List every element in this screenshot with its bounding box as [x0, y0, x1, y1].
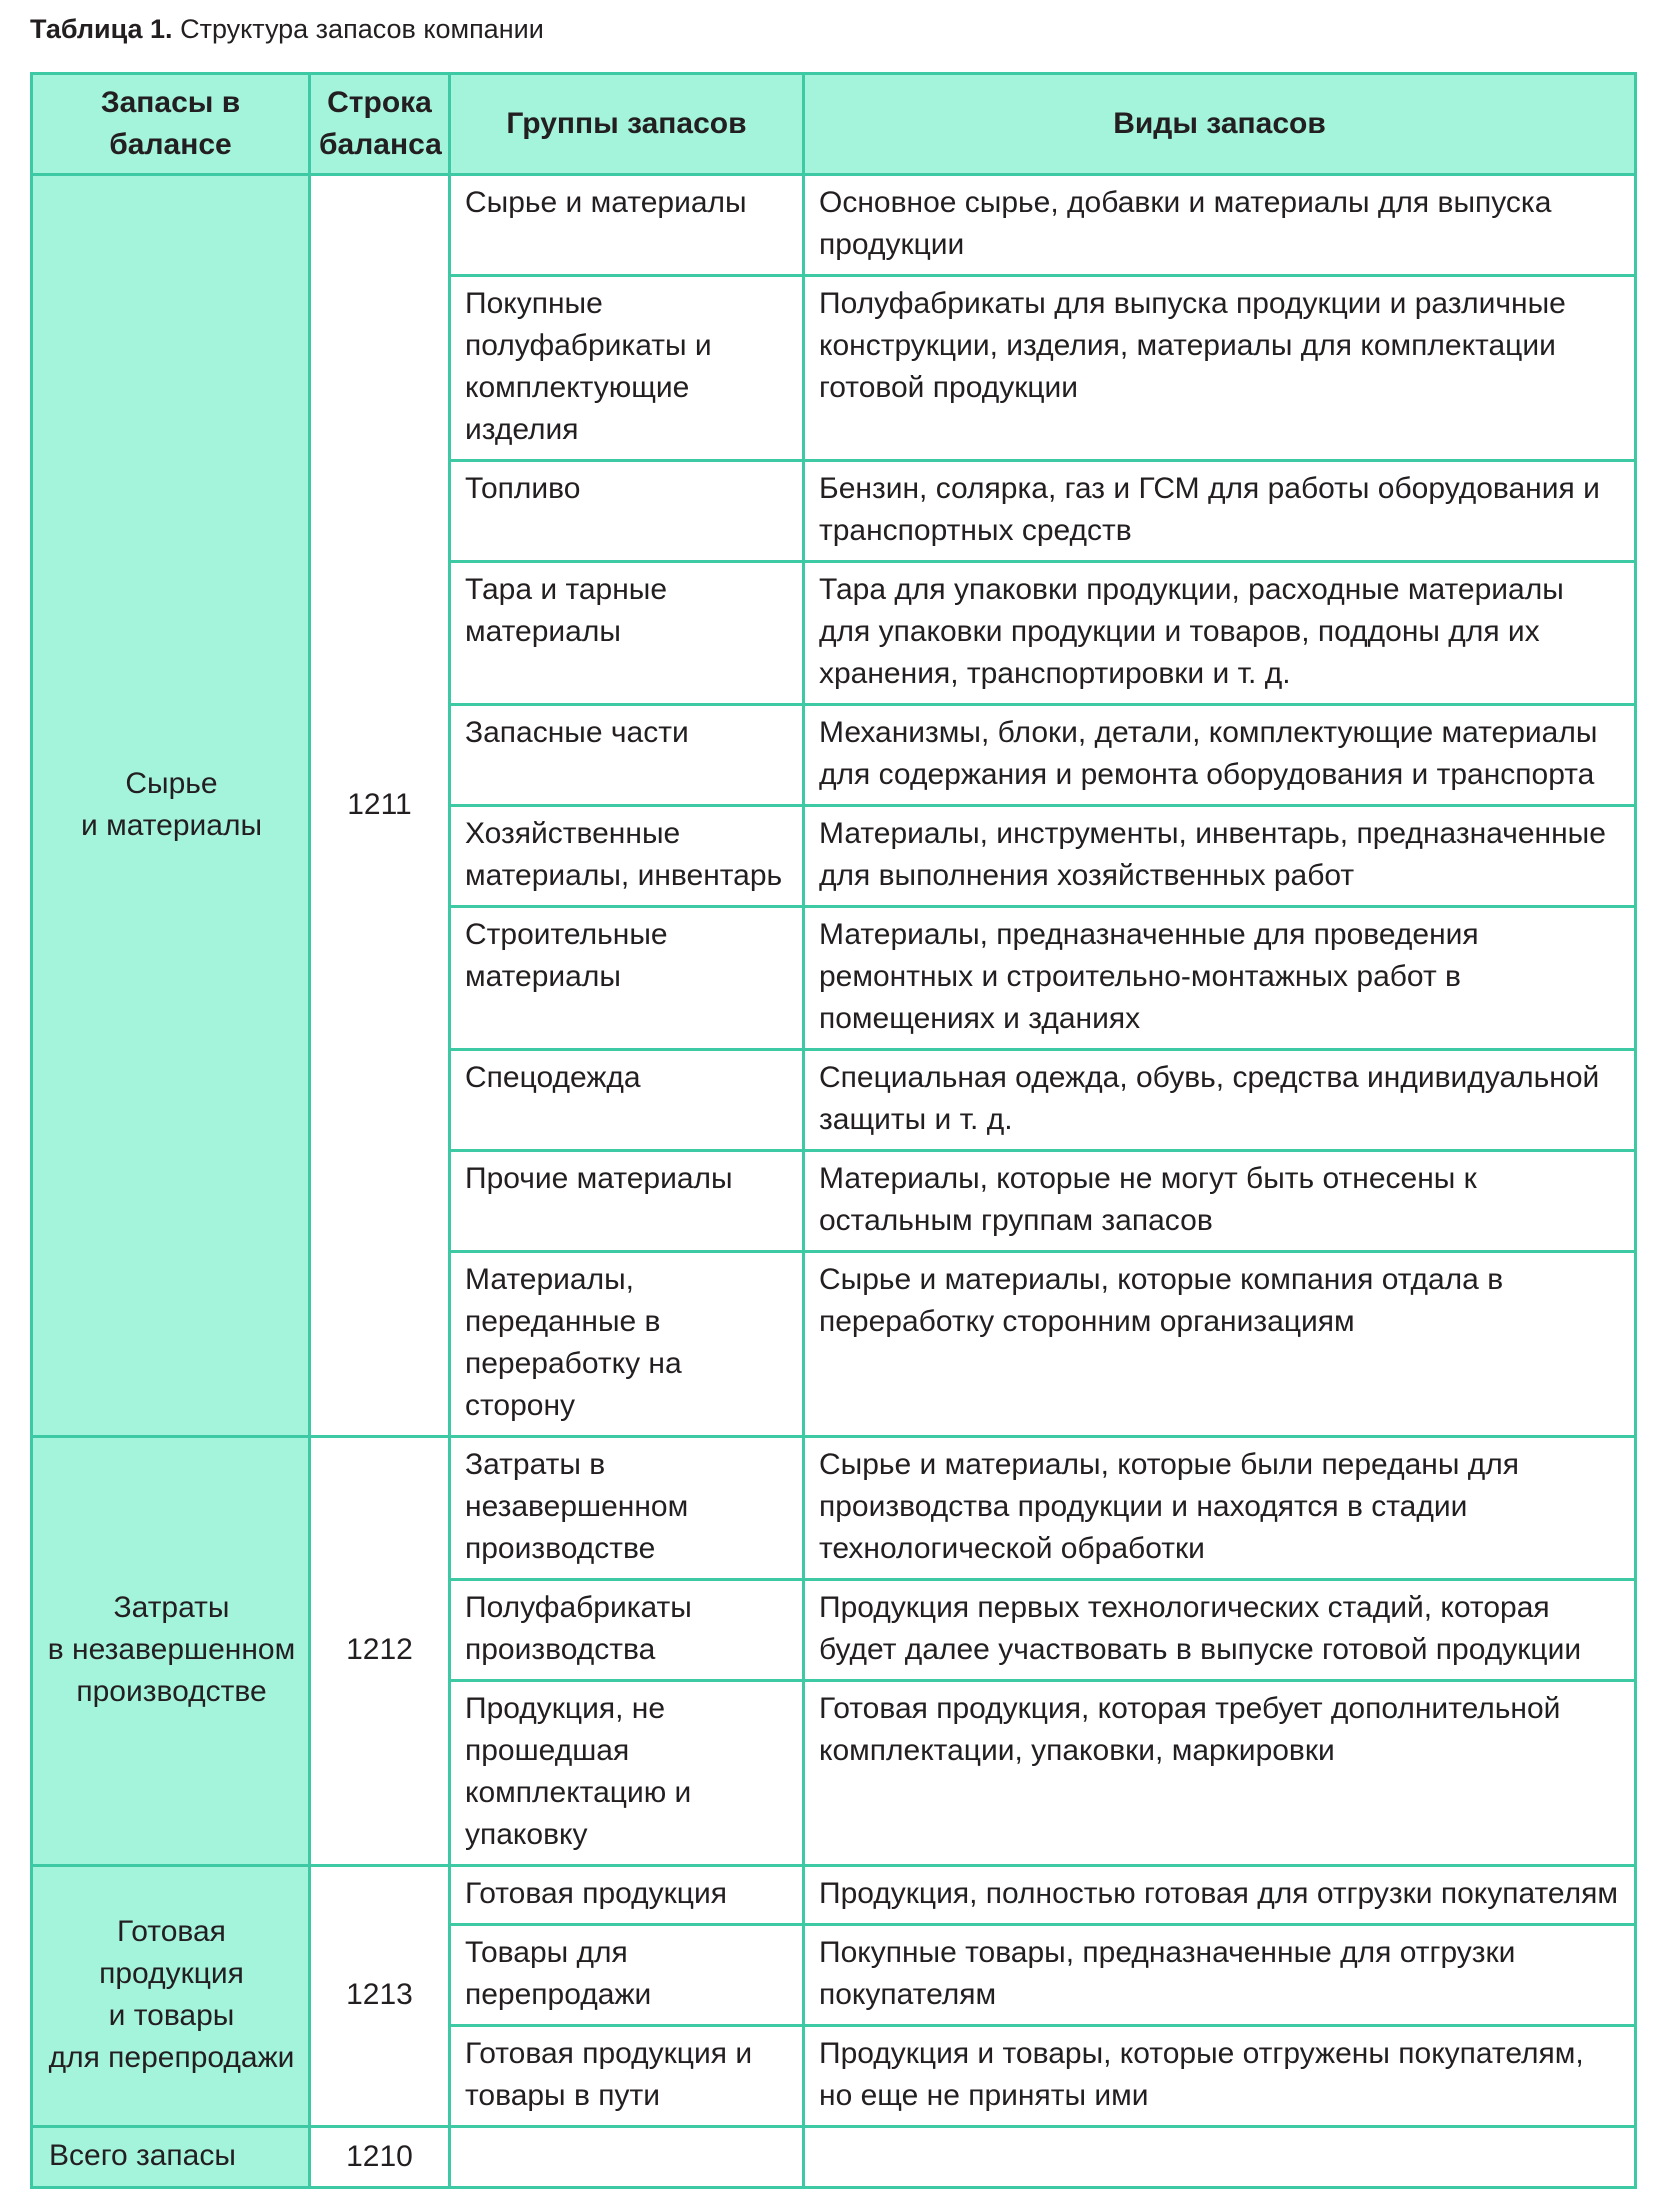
header-inventory-groups: Группы запасов: [450, 74, 804, 175]
group-cell: Покупные полуфабрикаты и комплектующие изделия: [450, 276, 804, 461]
group-cell: Спецодежда: [450, 1050, 804, 1151]
table-row: [32, 1437, 1636, 1580]
kind-cell: Полуфабрикаты для выпуска продукции и различные конструкции, изделия, материалы для комплектации готовой продукции: [804, 276, 1636, 461]
category-cell: Затраты в незавершенном производстве: [32, 1437, 310, 1866]
caption-label: Таблица 1.: [30, 14, 173, 44]
kind-cell: Специальная одежда, обувь, средства индивидуальной защиты и т. д.: [804, 1050, 1636, 1151]
group-cell: Топливо: [450, 461, 804, 562]
balance-line-cell: 1212: [310, 1437, 450, 1866]
kind-cell: Материалы, инструменты, инвентарь, предназначенные для выполнения хозяйственных работ: [804, 806, 1636, 907]
group-cell: Хозяйственные материалы, инвентарь: [450, 806, 804, 907]
total-balance-line-cell: 1210: [310, 2127, 450, 2188]
total-empty-group-cell: [450, 2127, 804, 2188]
total-label-cell: Всего запасы: [32, 2127, 310, 2188]
inventory-structure-table: [30, 72, 1637, 2189]
kind-cell: Сырье и материалы, которые были переданы для производства продукции и находятся в стадии технологической обработки: [804, 1437, 1636, 1580]
kind-cell: Материалы, которые не могут быть отнесены к остальным группам запасов: [804, 1151, 1636, 1252]
kind-cell: Сырье и материалы, которые компания отдала в переработку сторонним организациям: [804, 1252, 1636, 1437]
group-cell: Прочие материалы: [450, 1151, 804, 1252]
kind-cell: Бензин, солярка, газ и ГСМ для работы оборудования и транспортных средств: [804, 461, 1636, 562]
group-cell: Полуфабрикаты производства: [450, 1580, 804, 1681]
total-row: [32, 2127, 1636, 2188]
balance-line-cell: 1213: [310, 1866, 450, 2127]
kind-cell: Продукция первых технологических стадий, которая будет далее участвовать в выпуске готовой продукции: [804, 1580, 1636, 1681]
table-caption: [30, 12, 544, 46]
group-cell: Готовая продукция: [450, 1866, 804, 1925]
table-row: [32, 1866, 1636, 1925]
group-cell: Товары для перепродажи: [450, 1925, 804, 2026]
kind-cell: Основное сырье, добавки и материалы для выпуска продукции: [804, 175, 1636, 276]
group-cell: Строительные материалы: [450, 907, 804, 1050]
header-balance-line: Строка баланса: [310, 74, 450, 175]
category-cell: Сырье и материалы: [32, 175, 310, 1437]
header-inventory-kinds: Виды запасов: [804, 74, 1636, 175]
total-empty-kind-cell: [804, 2127, 1636, 2188]
header-row: [32, 74, 1636, 175]
kind-cell: Тара для упаковки продукции, расходные материалы для упаковки продукции и товаров, поддоны для их хранения, транспортировки и т. д.: [804, 562, 1636, 705]
group-cell: Затраты в незавершенном производстве: [450, 1437, 804, 1580]
group-cell: Сырье и материалы: [450, 175, 804, 276]
balance-line-cell: 1211: [310, 175, 450, 1437]
kind-cell: Продукция и товары, которые отгружены покупателям, но еще не приняты ими: [804, 2026, 1636, 2127]
kind-cell: Покупные товары, предназначенные для отгрузки покупателям: [804, 1925, 1636, 2026]
group-cell: Материалы, переданные в переработку на сторону: [450, 1252, 804, 1437]
category-cell: Готовая продукция и товары для перепродажи: [32, 1866, 310, 2127]
header-inventory-balance: Запасы в балансе: [32, 74, 310, 175]
group-cell: Продукция, не прошедшая комплектацию и упаковку: [450, 1681, 804, 1866]
caption-text: Структура запасов компании: [180, 14, 544, 44]
kind-cell: Готовая продукция, которая требует дополнительной комплектации, упаковки, маркировки: [804, 1681, 1636, 1866]
table-row: [32, 175, 1636, 276]
group-cell: Готовая продукция и товары в пути: [450, 2026, 804, 2127]
group-cell: Тара и тарные материалы: [450, 562, 804, 705]
kind-cell: Материалы, предназначенные для проведения ремонтных и строительно-монтажных работ в помещениях и зданиях: [804, 907, 1636, 1050]
kind-cell: Механизмы, блоки, детали, комплектующие материалы для содержания и ремонта оборудования и транспорта: [804, 705, 1636, 806]
group-cell: Запасные части: [450, 705, 804, 806]
kind-cell: Продукция, полностью готовая для отгрузки покупателям: [804, 1866, 1636, 1925]
